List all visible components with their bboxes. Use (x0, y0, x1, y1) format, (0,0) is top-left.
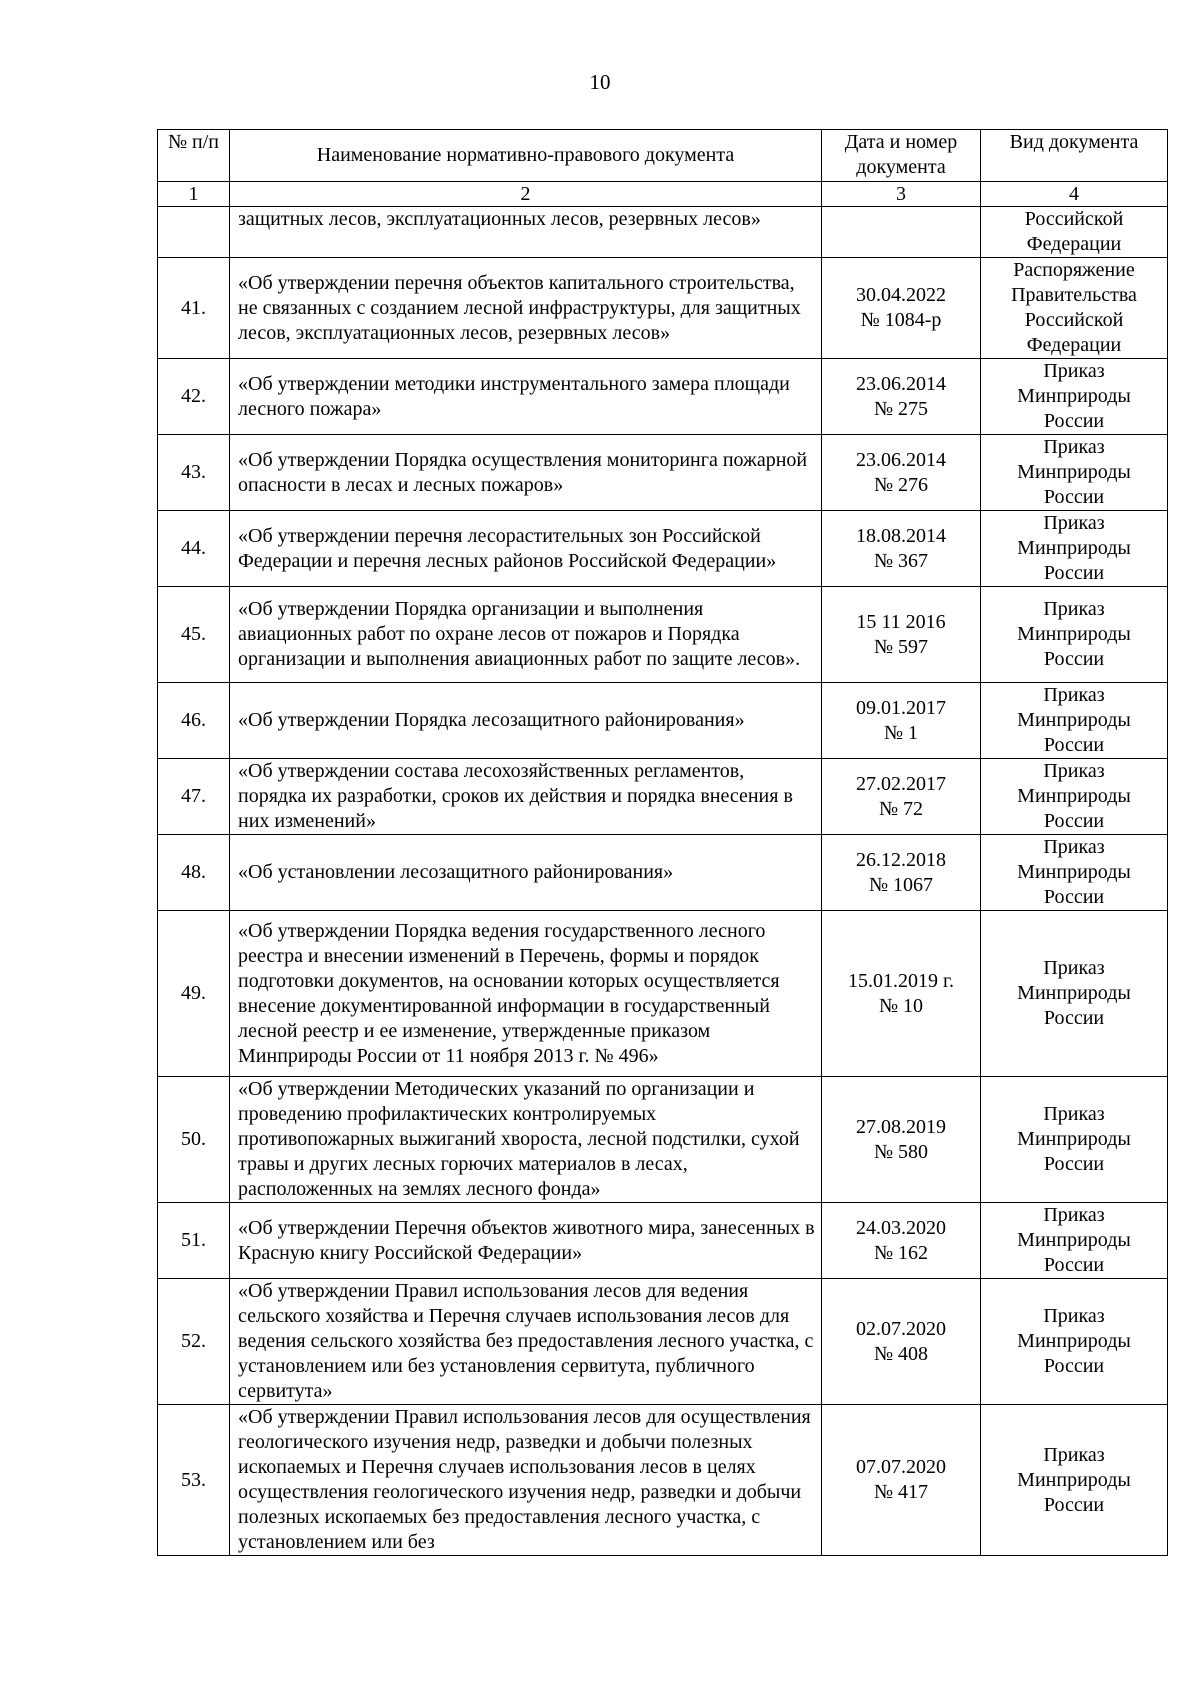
document-type (981, 1405, 1168, 1556)
type-line: Минприроды (1017, 785, 1131, 807)
type-line: России (1043, 410, 1105, 432)
type-line: Федерации (1026, 233, 1122, 255)
date-line (826, 207, 976, 232)
date-line: 23.06.2014 (856, 448, 946, 471)
document-name: «Об утверждении перечня лесорастительных зон Российской Федерации и перечня лесных районов Российской Федерации» (230, 511, 822, 587)
type-line: Минприроды (1017, 385, 1131, 407)
row-number: 42. (158, 359, 230, 435)
document-date-number (822, 587, 981, 683)
table-row (158, 258, 1168, 359)
table-row (158, 359, 1168, 435)
type-line: Приказ (1043, 684, 1105, 706)
column-number: 1 (158, 182, 230, 207)
document-type (981, 1077, 1168, 1203)
document-type (981, 911, 1168, 1077)
row-number: 49. (158, 911, 230, 1077)
document-name: «Об утверждении Правил использования лесов для осуществления геологического изучения недр, разведки и добычи полезных ископаемых и Перечня случаев использования лесов в целях осуществления геологического изучения недр, разведки и добычи полезных ископаемых без предоставления лесного участка, с установлением или без (230, 1405, 822, 1556)
date-line: 02.07.2020 (856, 1317, 946, 1340)
document-date-number (822, 1279, 981, 1405)
table-row (158, 207, 1168, 258)
type-line: Приказ (1043, 957, 1105, 979)
type-line: Приказ (1043, 598, 1105, 620)
table-row (158, 587, 1168, 683)
date-line: № 417 (873, 1481, 929, 1503)
table-row (158, 435, 1168, 511)
date-line: 09.01.2017 (856, 696, 946, 719)
type-line: России (1043, 734, 1105, 756)
type-line: России (1043, 1007, 1105, 1029)
document-type (981, 683, 1168, 759)
type-line: Правительства (1011, 284, 1137, 306)
date-line: № 367 (873, 549, 929, 572)
date-line: № 580 (873, 1140, 929, 1163)
document-type (981, 835, 1168, 911)
type-line: Приказ (1043, 436, 1105, 458)
document-name: «Об утверждении состава лесохозяйственных регламентов, порядка их разработки, сроков их действия и порядка внесения в них изменений» (230, 759, 822, 835)
table-row (158, 835, 1168, 911)
document-date-number (822, 1203, 981, 1279)
document-name: «Об утверждении перечня объектов капитального строительства, не связанных с созданием лесной инфраструктуры, для защитных лесов, эксплуатационных лесов, резервных лесов» (230, 258, 822, 359)
table-row (158, 1279, 1168, 1405)
row-number: 47. (158, 759, 230, 835)
type-line: Приказ (1043, 1305, 1105, 1327)
document-name: «Об утверждении Порядка осуществления мониторинга пожарной опасности в лесах и лесных пожаров» (230, 435, 822, 511)
document-name: «Об утверждении Методических указаний по организации и проведению профилактических контролируемых противопожарных выжиганий хвороста, лесной подстилки, сухой травы и других лесных горючих материалов в лесах, расположенных на землях лесного фонда» (230, 1077, 822, 1203)
document-date-number (822, 258, 981, 359)
header-type: Вид документа (981, 130, 1168, 182)
row-number: 51. (158, 1203, 230, 1279)
type-line: Минприроды (1017, 709, 1131, 731)
date-line: № 162 (873, 1241, 929, 1264)
row-number: 41. (158, 258, 230, 359)
document-date-number (822, 683, 981, 759)
type-line: Приказ (1043, 512, 1105, 534)
document-type (981, 1203, 1168, 1279)
table-row (158, 683, 1168, 759)
row-number: 52. (158, 1279, 230, 1405)
type-line: Минприроды (1017, 1468, 1131, 1491)
document-date-number (822, 911, 981, 1077)
type-line: Минприроды (1017, 537, 1131, 559)
document-date-number (822, 1077, 981, 1203)
type-line: Приказ (1043, 360, 1105, 382)
page-number: 10 (589, 70, 611, 94)
date-line: № 1084-р (860, 309, 942, 331)
date-line: 15 11 2016 (856, 610, 946, 633)
table-header-row (158, 130, 1168, 182)
column-numbers-row (158, 182, 1168, 207)
row-number: 45. (158, 587, 230, 683)
document-date-number (822, 835, 981, 911)
date-line: № 10 (878, 994, 924, 1017)
date-line: 26.12.2018 (856, 848, 946, 871)
column-number: 4 (981, 182, 1168, 207)
type-line: Приказ (1043, 1103, 1105, 1125)
document-type (981, 511, 1168, 587)
date-line: 30.04.2022 (856, 284, 946, 306)
type-line: Минприроды (1017, 461, 1131, 483)
document-date-number (822, 1405, 981, 1556)
type-line: России (1043, 1254, 1105, 1276)
type-line: Приказ (1043, 836, 1105, 858)
date-line: № 1067 (868, 873, 934, 896)
date-line: 27.08.2019 (856, 1115, 946, 1138)
table-row (158, 1405, 1168, 1556)
type-line: Минприроды (1017, 1330, 1131, 1352)
type-line: Минприроды (1017, 623, 1131, 645)
document-type (981, 1279, 1168, 1405)
date-line: № 597 (873, 635, 929, 658)
document-type (981, 207, 1168, 258)
date-line: 23.06.2014 (856, 372, 946, 395)
document-name: защитных лесов, эксплуатационных лесов, резервных лесов» (230, 207, 822, 258)
row-number: 48. (158, 835, 230, 911)
type-line: Минприроды (1017, 861, 1131, 883)
type-line: России (1043, 562, 1105, 584)
documents-table (157, 129, 1168, 1556)
document-type (981, 435, 1168, 511)
type-line: России (1043, 486, 1105, 508)
header-num: № п/п (158, 130, 230, 182)
document-name: «Об утверждении методики инструментального замера площади лесного пожара» (230, 359, 822, 435)
date-line (826, 232, 976, 257)
table-row (158, 759, 1168, 835)
date-line: № 276 (873, 473, 929, 496)
type-line: Распоряжение (1013, 259, 1135, 281)
document-name: «Об установлении лесозащитного районирования» (230, 835, 822, 911)
type-line: Минприроды (1017, 982, 1131, 1004)
document-type (981, 258, 1168, 359)
type-line: Минприроды (1017, 1128, 1131, 1150)
document-name: «Об утверждении Правил использования лесов для ведения сельского хозяйства и Перечня случаев использования лесов для ведения сельского хозяйства без предоставления лесного участка, с установлением или без установления сервитута, публичного сервитута» (230, 1279, 822, 1405)
row-number: 44. (158, 511, 230, 587)
date-line: 27.02.2017 (856, 772, 946, 795)
row-number: 53. (158, 1405, 230, 1556)
document-type (981, 587, 1168, 683)
document-name: «Об утверждении Перечня объектов животного мира, занесенных в Красную книгу Российской Федерации» (230, 1203, 822, 1279)
type-line: Приказ (1043, 1204, 1105, 1226)
document-date-number (822, 511, 981, 587)
document-type (981, 759, 1168, 835)
date-line: 15.01.2019 г. (848, 969, 954, 992)
document-date-number (822, 359, 981, 435)
row-number: 50. (158, 1077, 230, 1203)
document-date-number (822, 207, 981, 258)
row-number (158, 207, 230, 258)
date-line: 07.07.2020 (856, 1456, 946, 1478)
table-body (158, 207, 1168, 1556)
header-name: Наименование нормативно-правового документа (230, 130, 822, 182)
type-line: Минприроды (1017, 1229, 1131, 1251)
date-line: 18.08.2014 (856, 524, 946, 547)
type-line: Приказ (1043, 1443, 1105, 1466)
document-type (981, 359, 1168, 435)
type-line: России (1043, 810, 1105, 832)
date-line: 24.03.2020 (856, 1216, 946, 1239)
type-line: Приказ (1043, 760, 1105, 782)
type-line: России (1043, 1153, 1105, 1175)
type-line: России (1043, 886, 1105, 908)
document-date-number (822, 435, 981, 511)
document-date-number (822, 759, 981, 835)
type-line: Российской (1024, 309, 1124, 331)
date-line: № 408 (873, 1342, 929, 1365)
column-number: 3 (822, 182, 981, 207)
date-line: № 1 (883, 721, 919, 744)
document-name: «Об утверждении Порядка ведения государственного лесного реестра и внесении изменений в Перечень, формы и порядок подготовки документов, на основании которых осуществляется внесение документированной информации в государственный лесной реестр и ее изменение, утвержденные приказом Минприроды России от 11 ноября 2013 г. № 496» (230, 911, 822, 1077)
document-name: «Об утверждении Порядка лесозащитного районирования» (230, 683, 822, 759)
type-line: России (1043, 1355, 1105, 1377)
column-number: 2 (230, 182, 822, 207)
date-line: № 275 (873, 397, 929, 420)
document-name: «Об утверждении Порядка организации и выполнения авиационных работ по охране лесов от пожаров и Порядка организации и выполнения авиационных работ по защите лесов». (230, 587, 822, 683)
type-line: Российской (1024, 208, 1124, 230)
row-number: 43. (158, 435, 230, 511)
row-number: 46. (158, 683, 230, 759)
table-row (158, 511, 1168, 587)
header-date: Дата и номер документа (822, 130, 981, 182)
table-row (158, 911, 1168, 1077)
date-line: № 72 (878, 797, 924, 820)
table-row (158, 1203, 1168, 1279)
table-row (158, 1077, 1168, 1203)
type-line: Федерации (1026, 334, 1122, 356)
type-line: России (1043, 1493, 1105, 1516)
type-line: России (1043, 648, 1105, 670)
